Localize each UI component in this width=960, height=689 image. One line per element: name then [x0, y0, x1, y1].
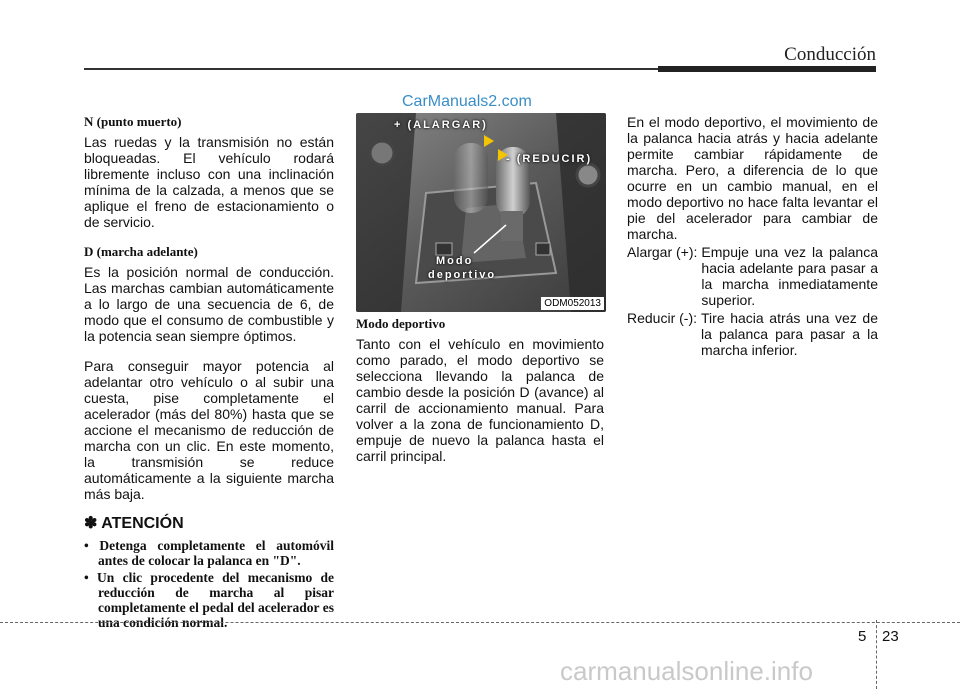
definition-row [627, 244, 878, 308]
sport-heading: Modo deportivo [356, 316, 446, 331]
page-number: 23 [882, 628, 899, 645]
chapter-number: 5 [858, 628, 867, 645]
right-column [627, 114, 878, 358]
label-alargar: + (ALARGAR) [394, 119, 488, 131]
header-bar [658, 66, 876, 72]
header-rule [84, 68, 658, 70]
sport-intro-paragraph: En el modo deportivo, el movimiento de la palanca hacia atrás y hacia adelante permite cambiar rápidamente de marcha. Pero, a diferencia de lo que ocurre en un cambio manual, en el modo deportivo no hace falta levantar el pie del acelerador para cambiar de marcha. [627, 114, 878, 242]
label-modo: Modo [436, 255, 474, 267]
caution-heading: ✽ ATENCIÓN [84, 515, 184, 532]
gear-shifter-photo [356, 113, 606, 312]
footer-watermark: carmanualsonline.info [560, 656, 813, 686]
page-separator [876, 620, 877, 689]
definition-text: Tire hacia atrás una vez de la palanca para pasar a la marcha inferior. [701, 310, 878, 358]
footer-rule [0, 622, 960, 623]
definition-text: Empuje una vez la palanca hacia adelante para pasar a la marcha inmediatamente superior. [701, 244, 878, 308]
caution-item: • Detenga completamente el automóvil antes de colocar la palanca en "D". [84, 538, 334, 568]
kickdown-paragraph: Para conseguir mayor potencia al adelantar otro vehículo o al subir una cuesta, pise completamente el acelerador (más del 80%) hasta que se accione el mecanismo de reducción de marcha con un clic. En este momento, la transmisión se reduce automáticamente a la siguiente marcha más baja. [84, 358, 334, 502]
drive-heading: D (marcha adelante) [84, 244, 198, 259]
label-deportivo: deportivo [428, 269, 497, 281]
photo-code: ODM052013 [541, 297, 604, 310]
caution-item: • Un clic procedente del mecanismo de reducción de marcha al pisar completamente el pedal del acelerador es una condición normal. [84, 570, 334, 630]
left-column [84, 114, 334, 632]
definition-row [627, 310, 878, 358]
definition-term: Alargar (+): [627, 244, 698, 260]
section-title: Conducción [784, 44, 876, 65]
shifter-illustration [356, 113, 606, 312]
middle-column [356, 316, 604, 478]
drive-paragraph: Es la posición normal de conducción. Las marchas cambian automáticamente a lo largo de una secuencia de 6, de modo que el consumo de combustible y la potencia sean siempre óptimos. [84, 264, 334, 344]
sport-paragraph: Tanto con el vehículo en movimiento como parado, el modo deportivo se selecciona llevando la palanca de cambio desde la posición D (avance) al carril de accionamiento manual. Para volver a la zona de funcionamiento D, empuje de nuevo la palanca hasta el carril principal. [356, 336, 604, 464]
neutral-paragraph: Las ruedas y la transmisión no están bloqueadas. El vehículo rodará libremente incluso con una inclinación mínima de la calzada, a menos que se aplique el freno de estacionamiento o de servicio. [84, 134, 334, 230]
label-reducir: - (REDUCIR) [506, 153, 593, 165]
definition-term: Reducir (-): [627, 310, 698, 326]
watermark-text: CarManuals2.com [402, 93, 532, 110]
caution-list [84, 538, 334, 630]
neutral-heading: N (punto muerto) [84, 114, 182, 129]
